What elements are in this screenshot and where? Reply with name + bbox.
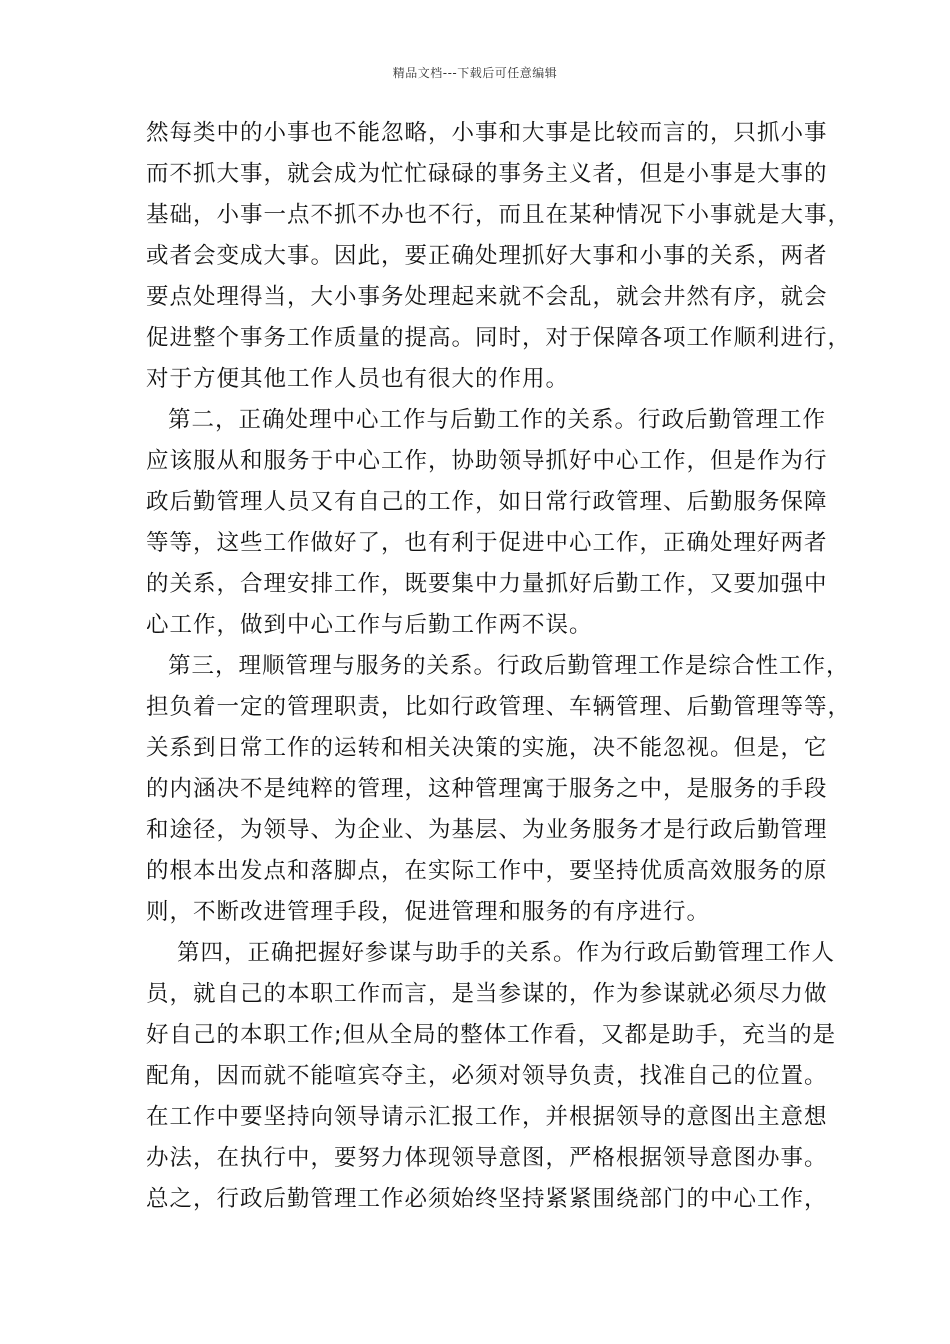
- text-line: 员，就自己的本职工作而言，是当参谋的，作为参谋就必须尽力做: [146, 981, 828, 1007]
- text-line: 则，不断改进管理手段，促进管理和服务的有序进行。: [146, 899, 711, 925]
- text-line: 配角，因而就不能喧宾夺主，必须对领导负责，找准自己的位置。: [146, 1063, 828, 1089]
- text-line: 在工作中要坚持向领导请示汇报工作，并根据领导的意图出主意想: [146, 1104, 828, 1130]
- text-line: 总之，行政后勤管理工作必须始终坚持紧紧围绕部门的中心工作，: [146, 1186, 828, 1212]
- text-line: 担负着一定的管理职责，比如行政管理、车辆管理、后勤管理等等，: [146, 694, 852, 720]
- text-line: 心工作，做到中心工作与后勤工作两不误。: [146, 612, 593, 638]
- text-line: 应该服从和服务于中心工作，协助领导抓好中心工作，但是作为行: [146, 448, 828, 474]
- text-line: 和途径，为领导、为企业、为基层、为业务服务才是行政后勤管理: [146, 817, 828, 843]
- text-line: 的根本出发点和落脚点，在实际工作中，要坚持优质高效服务的原: [146, 858, 828, 884]
- text-line: 促进整个事务工作质量的提高。同时，对于保障各项工作顺利进行，: [146, 325, 852, 351]
- text-line: 政后勤管理人员又有自己的工作，如日常行政管理、后勤服务保障: [146, 489, 828, 515]
- text-line: 好自己的本职工作;但从全局的整体工作看，又都是助手，充当的是: [146, 1022, 837, 1048]
- text-line: 等等，这些工作做好了，也有利于促进中心工作，正确处理好两者: [146, 530, 828, 556]
- paragraph-start-line: 第四，正确把握好参谋与助手的关系。作为行政后勤管理工作人: [177, 940, 836, 966]
- page-header: 精品文档---下载后可任意编辑: [392, 66, 558, 80]
- paragraph-start-line: 第二，正确处理中心工作与后勤工作的关系。行政后勤管理工作: [168, 407, 827, 433]
- text-line: 或者会变成大事。因此，要正确处理抓好大事和小事的关系，两者: [146, 243, 828, 269]
- text-line: 关系到日常工作的运转和相关决策的实施，决不能忽视。但是，它: [146, 735, 828, 761]
- text-line: 办法，在执行中，要努力体现领导意图，严格根据领导意图办事。: [146, 1145, 828, 1171]
- text-line: 然每类中的小事也不能忽略，小事和大事是比较而言的，只抓小事: [146, 120, 828, 146]
- text-line: 基础，小事一点不抓不办也不行，而且在某种情况下小事就是大事，: [146, 202, 852, 228]
- text-line: 对于方便其他工作人员也有很大的作用。: [146, 366, 570, 392]
- text-line: 的关系，合理安排工作，既要集中力量抓好后勤工作，又要加强中: [146, 571, 828, 597]
- paragraph-start-line: 第三，理顺管理与服务的关系。行政后勤管理工作是综合性工作，: [168, 653, 850, 679]
- text-line: 的内涵决不是纯粹的管理，这种管理寓于服务之中，是服务的手段: [146, 776, 828, 802]
- text-line: 而不抓大事，就会成为忙忙碌碌的事务主义者，但是小事是大事的: [146, 161, 828, 187]
- text-line: 要点处理得当，大小事务处理起来就不会乱，就会井然有序，就会: [146, 284, 828, 310]
